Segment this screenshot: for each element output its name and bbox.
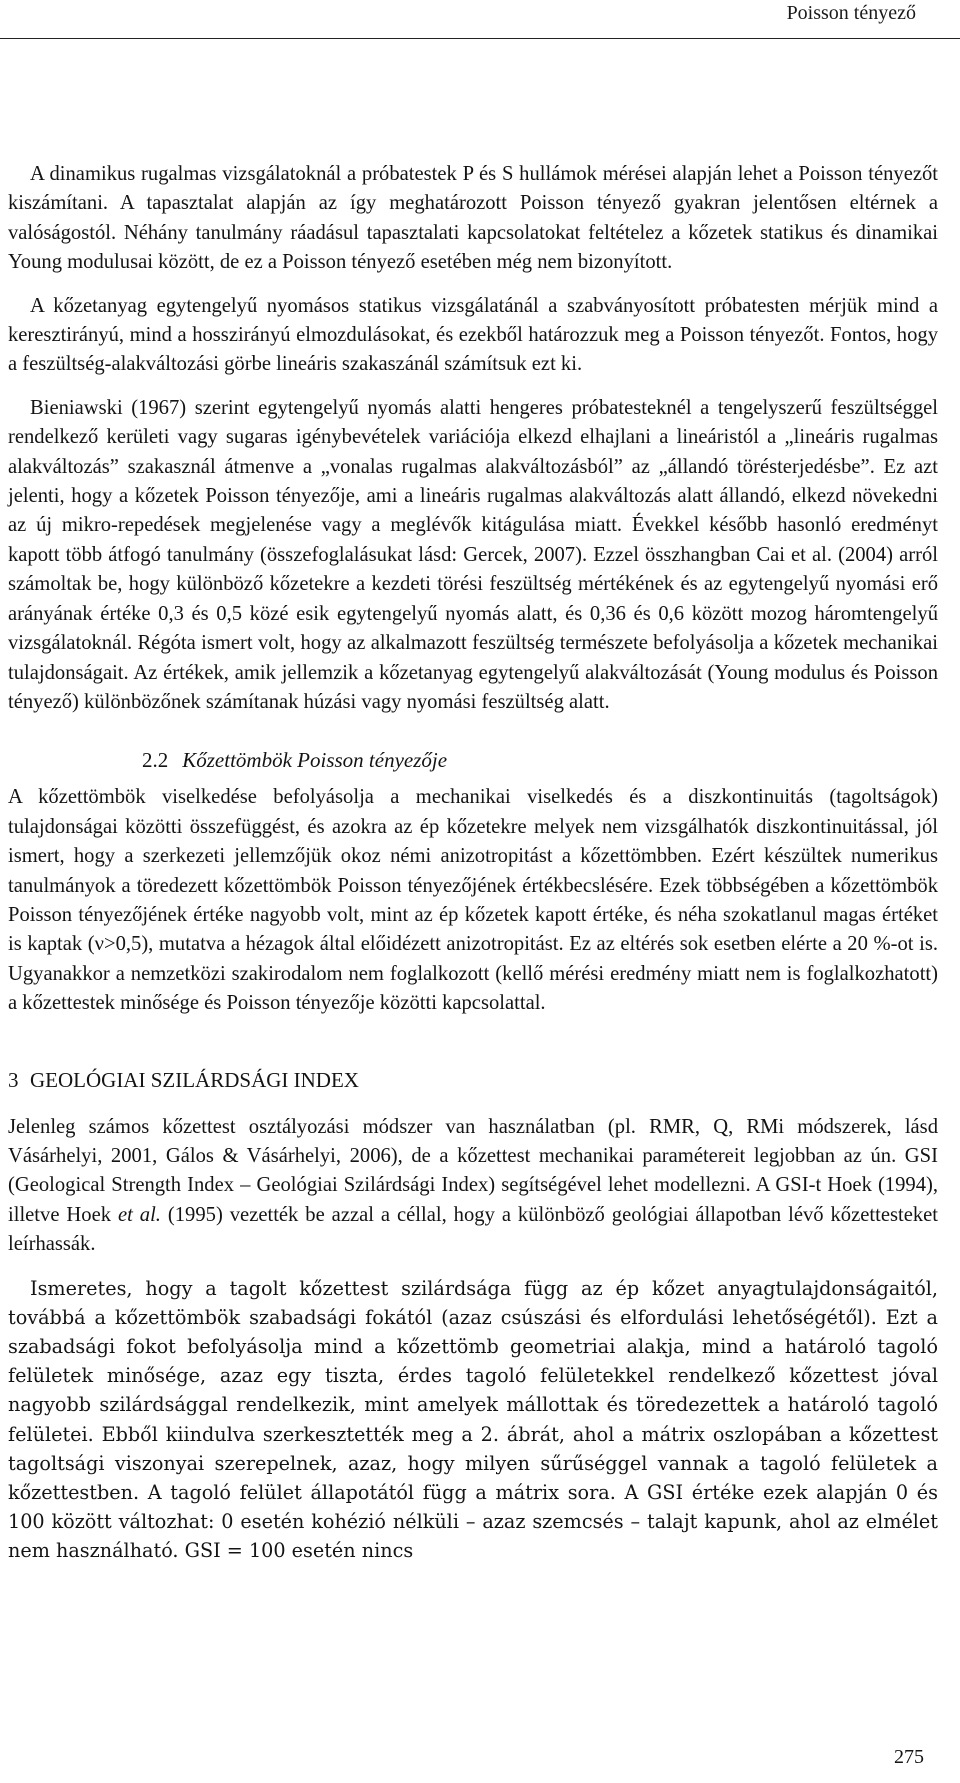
paragraph-dynamic-tests: A dinamikus rugalmas vizsgálatoknál a próbatestek P és S hullámok mérései alapján lehet a Poisson tényezőt kiszámítani. A tapasztalat alapján az így meghatározott Poisson tényező gyakran jelentősen eltérnek a valóságostól. Néhány tanulmány ráadásul tapasztalati kapcsolatokat feltételez a kőzetek statikus és dinamikai Young modulusai között, de ez a Poisson tényező esetében még nem bizonyított. bbox=[8, 163, 938, 274]
paragraph-gsi-definition: Ismeretes, hogy a tagolt kőzettest szilárdsága függ az ép kőzet anyagtulajdonságaitól, továbbá a kőzettömbök szabadsági fokától (azaz csúszási és elfordulási lehetőségétől). Ezt a szabadsági fokot befolyásolja mind a kőzettömb geometriai alakja, mind a határoló tagoló felületek minősége, azaz egy tiszta, érdes tagoló felületekkel rendelkező kőzettest jóval nagyobb szilárdsággal rendelkezik, mint amelyek mállottak és töredezettek a határoló tagoló felületei. Ebből kiindulva szerkesztették meg a 2. ábrát, ahol a mátrix oszlopában a kőzettest tagoltsági viszonyai szerepelnek, azaz, hogy milyen sűrűséggel vannak a tagoló felületek a kőzettestben. A tagoló felület állapotától függ a mátrix sora. A GSI értéke ezek alapján 0 és 100 között változhat: 0 esetén kohézió nélküli – azaz szemcsés – talajt kapunk, ahol az elmélet nem használható. GSI = 100 esetén nincs bbox=[8, 1276, 938, 1563]
subsection-title: Kőzettömbök Poisson tényezője bbox=[182, 748, 448, 773]
page-number: 275 bbox=[894, 1746, 924, 1768]
section-title: GEOLÓGIAI SZILÁRDSÁGI INDEX bbox=[30, 1067, 359, 1092]
running-header bbox=[0, 0, 960, 39]
paragraph-static-test: A kőzetanyag egytengelyű nyomásos statikus vizsgálatánál a szabványosított próbatesten mérjük mind a keresztirányú, mind a hosszirányú elmozdulásokat, és ezekből határozzuk meg a Poisson tényezőt. Fontos, hogy a feszültség-alakváltozási görbe lineáris szakaszánál számítsuk ezt ki. bbox=[8, 294, 938, 376]
paragraph-rockmass: A kőzettömbök viselkedése befolyásolja a mechanikai viselkedés és a diszkontinuitás (tagoltságok) tulajdonságai közötti összefüggést, és azokra az ép kőzetekre melyek nem vizsgálhatók diszkontinuitással, jól ismert, hogy a szerkezeti jellemzőjük okoz némi anizotropitást a kőzettömbben. Ezért készültek numerikus tanulmányok a töredezett kőzettömbök Poisson tényezőjének értékbecslésére. Ezek többségében a kőzettömbök Poisson tényezőjének értéke nagyobb volt, mint az ép kőzetek kapott értéke, és néha szokatlanul magas értéket is kaptak (ν>0,5), mutatva a hézagok által előidézett anizotropitást. Ez az eltérés sok esetben elérte a 20 %-ot is. Ugyanakkor a nemzetközi szakirodalom nem foglalkozott (kellő mérési eredmény miatt nem is foglalkozhatott) a kőzettestek minősége és Poisson tényezője közötti kapcsolattal. bbox=[8, 786, 938, 1015]
paragraph-classification bbox=[8, 1113, 938, 1260]
section-number: 3 bbox=[8, 1067, 19, 1092]
classification-text: Jelenleg számos kőzettest osztályozási módszer van használatban (pl. RMR, Q, RMi módszerek, lásd Vásárhelyi, 2001, Gálos & Vásárhelyi, 2006), de a kőzettest mechanikai paramétereit legjobban az ún. GSI (Geological Strength Index – Geológiai Szilárdsági Index) segítségével lehet modellezni. A GSI-t Hoek (1994), illetve Hoek bbox=[8, 1115, 938, 1226]
classification-text-after: (1995) vezették be azzal a céllal, hogy a különböző geológiai állapotban lévő kőzettesteket leírhassák. bbox=[8, 1203, 938, 1256]
et-al-italic: et al. bbox=[117, 1203, 161, 1226]
paragraph-bieniawski: Bieniawski (1967) szerint egytengelyű nyomás alatti hengeres próbatesteknél a tengelyszerű feszültséggel rendelkező kerületi vagy sugaras igénybevételek variációja elkezd elhajlani a lineáristól a „lineáris rugalmas alakváltozás” szakasznál átmenve a „vonalas rugalmas alakváltozásból” az „állandó törésterjedésbe”. Ez azt jelenti, hogy a kőzetek Poisson tényezője, ami a lineáris rugalmas alakváltozás alatt állandó, elkezd növekedni az új mikro-repedések megjelenése vagy a meglévők kitágulása miatt. Évekkel később hasonló eredményt kapott több átfogó tanulmány (összefoglalásukat lásd: Gercek, 2007). Ezzel összhangban Cai et al. (2004) arról számoltak be, hogy különböző kőzetekre a kezdeti törési feszültség mértékének és az egytengelyű nyomási erő arányának értéke 0,3 és 0,5 közé esik egytengelyű nyomás alatt, és 0,36 és 0,6 között mozog háromtengelyű vizsgálatoknál. Régóta ismert volt, hogy az alkalmazott feszültség természete befolyásolja a kőzetek mechanikai tulajdonságait. Az értékek, amik jellemzik a kőzetanyag egytengelyű alakváltozását (Young modulus és Poisson tényező) különbözőnek számítanak húzási vagy nyomási feszültség alatt. bbox=[8, 396, 938, 713]
section-heading bbox=[8, 1065, 938, 1095]
running-title: Poisson tényező bbox=[786, 2, 916, 24]
subsection-number: 2.2 bbox=[142, 748, 169, 773]
subsection-heading bbox=[8, 745, 938, 775]
page-body bbox=[8, 160, 938, 1566]
